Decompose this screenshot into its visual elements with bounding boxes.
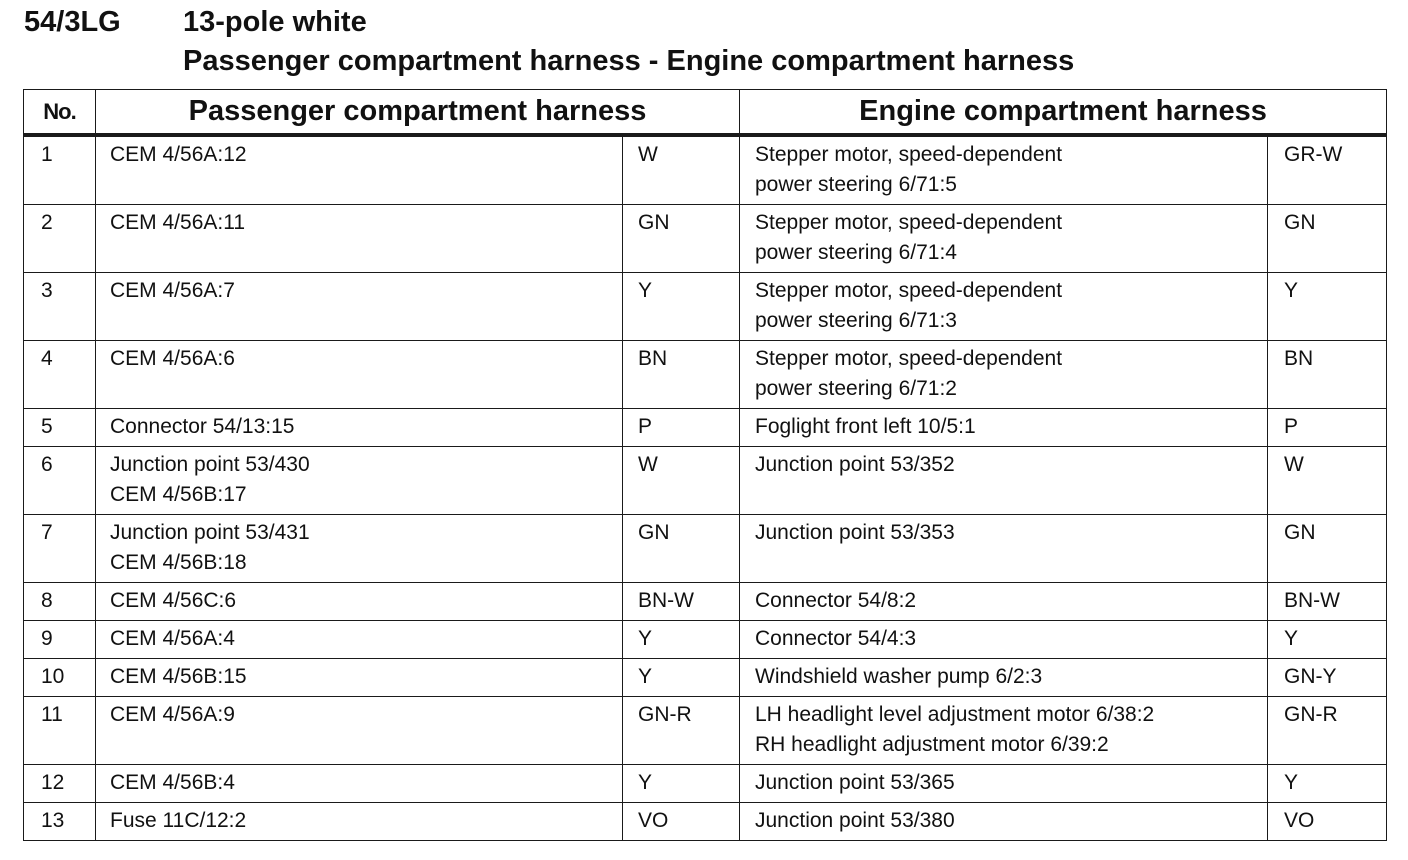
passenger-harness-cell-text: Junction point 53/430 <box>110 453 310 476</box>
engine-harness-cell-text: LH headlight level adjustment motor 6/38:2 <box>755 703 1155 726</box>
engine-wire-color-cell <box>1268 273 1387 341</box>
engine-harness-cell-text: Junction point 53/365 <box>755 771 955 794</box>
passenger-wire-color-cell-text: W <box>638 453 658 476</box>
passenger-wire-color-cell <box>623 409 740 447</box>
passenger-harness-cell <box>96 803 623 841</box>
passenger-harness-cell-text: CEM 4/56B:4 <box>110 771 235 794</box>
engine-wire-color-cell-text: W <box>1284 453 1304 476</box>
engine-wire-color-cell <box>1268 621 1387 659</box>
engine-harness-cell-text: Junction point 53/353 <box>755 521 955 544</box>
engine-harness-cell-text: Junction point 53/380 <box>755 809 955 832</box>
passenger-wire-color-cell <box>623 765 740 803</box>
engine-harness-cell <box>740 447 1268 515</box>
passenger-harness-cell-text: CEM 4/56B:15 <box>110 665 247 688</box>
passenger-harness-cell-text: CEM 4/56B:18 <box>110 551 247 574</box>
engine-harness-cell <box>740 697 1268 765</box>
passenger-harness-cell-text: CEM 4/56A:6 <box>110 347 235 370</box>
table-row <box>24 135 1387 205</box>
engine-wire-color-cell <box>1268 659 1387 697</box>
passenger-harness-cell-text: CEM 4/56A:4 <box>110 627 235 650</box>
engine-harness-cell-text: Windshield washer pump 6/2:3 <box>755 665 1043 688</box>
engine-wire-color-cell-text: Y <box>1284 771 1299 794</box>
engine-harness-cell-text: Connector 54/4:3 <box>755 627 917 650</box>
engine-harness-cell <box>740 621 1268 659</box>
passenger-wire-color-cell <box>623 583 740 621</box>
engine-harness-cell-text: power steering 6/71:3 <box>755 309 957 332</box>
engine-wire-color-cell-text: GN <box>1284 521 1316 544</box>
engine-wire-color-cell <box>1268 697 1387 765</box>
pin-number-cell <box>24 447 96 515</box>
column-header-passenger: Passenger compartment harness <box>96 90 740 136</box>
engine-harness-cell <box>740 409 1268 447</box>
passenger-harness-cell <box>96 515 623 583</box>
engine-wire-color-cell-text: Y <box>1284 279 1299 302</box>
pin-number-cell <box>24 205 96 273</box>
passenger-harness-cell <box>96 205 623 273</box>
pin-number-cell <box>24 409 96 447</box>
pin-number-cell-text: 7 <box>41 521 53 544</box>
pin-number-cell-text: 11 <box>41 703 63 726</box>
passenger-wire-color-cell-text: Y <box>638 279 653 302</box>
passenger-wire-color-cell-text: GN <box>638 521 670 544</box>
engine-wire-color-cell <box>1268 409 1387 447</box>
passenger-wire-color-cell <box>623 135 740 205</box>
engine-harness-cell-text: Connector 54/8:2 <box>755 589 917 612</box>
passenger-wire-color-cell <box>623 273 740 341</box>
engine-harness-cell <box>740 515 1268 583</box>
passenger-harness-cell <box>96 697 623 765</box>
passenger-wire-color-cell-text: VO <box>638 809 669 832</box>
table-row <box>24 447 1387 515</box>
pin-number-cell-text: 2 <box>41 211 53 234</box>
passenger-harness-cell <box>96 583 623 621</box>
engine-wire-color-cell <box>1268 765 1387 803</box>
pin-number-cell-text: 10 <box>41 665 65 688</box>
engine-wire-color-cell <box>1268 135 1387 205</box>
engine-wire-color-cell-text: BN-W <box>1284 589 1340 612</box>
passenger-harness-cell-text: CEM 4/56A:7 <box>110 279 235 302</box>
passenger-wire-color-cell-text: P <box>638 415 653 438</box>
pin-number-cell <box>24 659 96 697</box>
engine-wire-color-cell-text: VO <box>1284 809 1315 832</box>
engine-wire-color-cell-text: GN <box>1284 211 1316 234</box>
engine-wire-color-cell <box>1268 205 1387 273</box>
passenger-wire-color-cell-text: W <box>638 143 658 166</box>
passenger-harness-cell <box>96 765 623 803</box>
passenger-harness-cell <box>96 273 623 341</box>
engine-wire-color-cell <box>1268 447 1387 515</box>
table-row <box>24 409 1387 447</box>
passenger-harness-cell-text: CEM 4/56A:9 <box>110 703 235 726</box>
passenger-wire-color-cell <box>623 341 740 409</box>
passenger-wire-color-cell <box>623 621 740 659</box>
engine-wire-color-cell-text: GN-R <box>1284 703 1338 726</box>
engine-harness-cell-text: power steering 6/71:4 <box>755 241 957 264</box>
passenger-wire-color-cell <box>623 803 740 841</box>
table-row <box>24 697 1387 765</box>
engine-harness-cell-text: power steering 6/71:5 <box>755 173 957 196</box>
passenger-harness-cell-text: Fuse 11C/12:2 <box>110 809 247 832</box>
engine-harness-cell-text: Foglight front left 10/5:1 <box>755 415 976 438</box>
table-row <box>24 205 1387 273</box>
engine-harness-cell-text: power steering 6/71:2 <box>755 377 957 400</box>
table-row <box>24 659 1387 697</box>
pin-number-cell <box>24 803 96 841</box>
pin-assignment-table <box>23 89 1387 841</box>
passenger-wire-color-cell-text: Y <box>638 627 653 650</box>
engine-wire-color-cell <box>1268 803 1387 841</box>
passenger-harness-cell-text: CEM 4/56A:11 <box>110 211 246 234</box>
engine-harness-cell <box>740 659 1268 697</box>
table-row <box>24 273 1387 341</box>
pin-number-cell <box>24 273 96 341</box>
engine-harness-cell <box>740 803 1268 841</box>
passenger-harness-cell <box>96 341 623 409</box>
engine-wire-color-cell <box>1268 515 1387 583</box>
column-header-engine: Engine compartment harness <box>740 90 1387 136</box>
passenger-wire-color-cell-text: GN <box>638 211 670 234</box>
engine-harness-cell-text: RH headlight adjustment motor 6/39:2 <box>755 733 1109 756</box>
engine-harness-cell-text: Stepper motor, speed-dependent <box>755 211 1063 234</box>
pin-number-cell <box>24 583 96 621</box>
engine-wire-color-cell-text: BN <box>1284 347 1314 370</box>
pin-number-cell-text: 6 <box>41 453 53 476</box>
pin-number-cell-text: 4 <box>41 347 53 370</box>
pin-number-cell-text: 12 <box>41 771 65 794</box>
pin-number-cell <box>24 135 96 205</box>
pin-number-cell <box>24 341 96 409</box>
engine-harness-cell <box>740 341 1268 409</box>
passenger-harness-cell <box>96 621 623 659</box>
connector-id: 54/3LG <box>24 6 121 38</box>
engine-wire-color-cell <box>1268 583 1387 621</box>
engine-wire-color-cell-text: GR-W <box>1284 143 1343 166</box>
engine-harness-cell-text: Stepper motor, speed-dependent <box>755 143 1063 166</box>
pin-number-cell-text: 9 <box>41 627 53 650</box>
passenger-wire-color-cell <box>623 205 740 273</box>
table-row <box>24 515 1387 583</box>
passenger-harness-cell <box>96 409 623 447</box>
column-header-no: No. <box>24 90 96 136</box>
engine-wire-color-cell-text: Y <box>1284 627 1299 650</box>
pin-number-cell-text: 1 <box>41 143 53 166</box>
table-row <box>24 621 1387 659</box>
passenger-wire-color-cell <box>623 659 740 697</box>
passenger-harness-cell-text: CEM 4/56A:12 <box>110 143 247 166</box>
pin-number-cell-text: 3 <box>41 279 53 302</box>
passenger-harness-cell-text: Connector 54/13:15 <box>110 415 295 438</box>
table-row <box>24 765 1387 803</box>
passenger-wire-color-cell <box>623 515 740 583</box>
table-row <box>24 583 1387 621</box>
pin-number-cell-text: 13 <box>41 809 65 832</box>
engine-wire-color-cell-text: GN-Y <box>1284 665 1337 688</box>
passenger-harness-cell <box>96 659 623 697</box>
connector-description: 13-pole white <box>183 6 367 38</box>
pin-number-cell-text: 5 <box>41 415 53 438</box>
engine-harness-cell-text: Stepper motor, speed-dependent <box>755 347 1063 370</box>
passenger-harness-cell-text: CEM 4/56C:6 <box>110 589 237 612</box>
passenger-wire-color-cell <box>623 447 740 515</box>
passenger-wire-color-cell-text: BN <box>638 347 668 370</box>
engine-harness-cell <box>740 273 1268 341</box>
table-row <box>24 803 1387 841</box>
engine-harness-cell <box>740 135 1268 205</box>
table-header-row <box>24 90 1387 136</box>
engine-harness-cell <box>740 205 1268 273</box>
passenger-harness-cell-text: Junction point 53/431 <box>110 521 310 544</box>
pin-number-cell <box>24 765 96 803</box>
engine-harness-cell-text: Stepper motor, speed-dependent <box>755 279 1063 302</box>
pin-number-cell <box>24 697 96 765</box>
passenger-wire-color-cell <box>623 697 740 765</box>
engine-harness-cell <box>740 765 1268 803</box>
engine-harness-cell-text: Junction point 53/352 <box>755 453 955 476</box>
document-subtitle: Passenger compartment harness - Engine compartment harness <box>183 45 1075 77</box>
passenger-wire-color-cell-text: GN-R <box>638 703 692 726</box>
engine-wire-color-cell <box>1268 341 1387 409</box>
table-row <box>24 341 1387 409</box>
passenger-harness-cell <box>96 135 623 205</box>
pin-number-cell <box>24 621 96 659</box>
engine-wire-color-cell-text: P <box>1284 415 1299 438</box>
engine-harness-cell <box>740 583 1268 621</box>
passenger-wire-color-cell-text: Y <box>638 665 653 688</box>
passenger-wire-color-cell-text: BN-W <box>638 589 694 612</box>
passenger-harness-cell-text: CEM 4/56B:17 <box>110 483 247 506</box>
pin-number-cell-text: 8 <box>41 589 53 612</box>
passenger-wire-color-cell-text: Y <box>638 771 653 794</box>
passenger-harness-cell <box>96 447 623 515</box>
pin-number-cell <box>24 515 96 583</box>
